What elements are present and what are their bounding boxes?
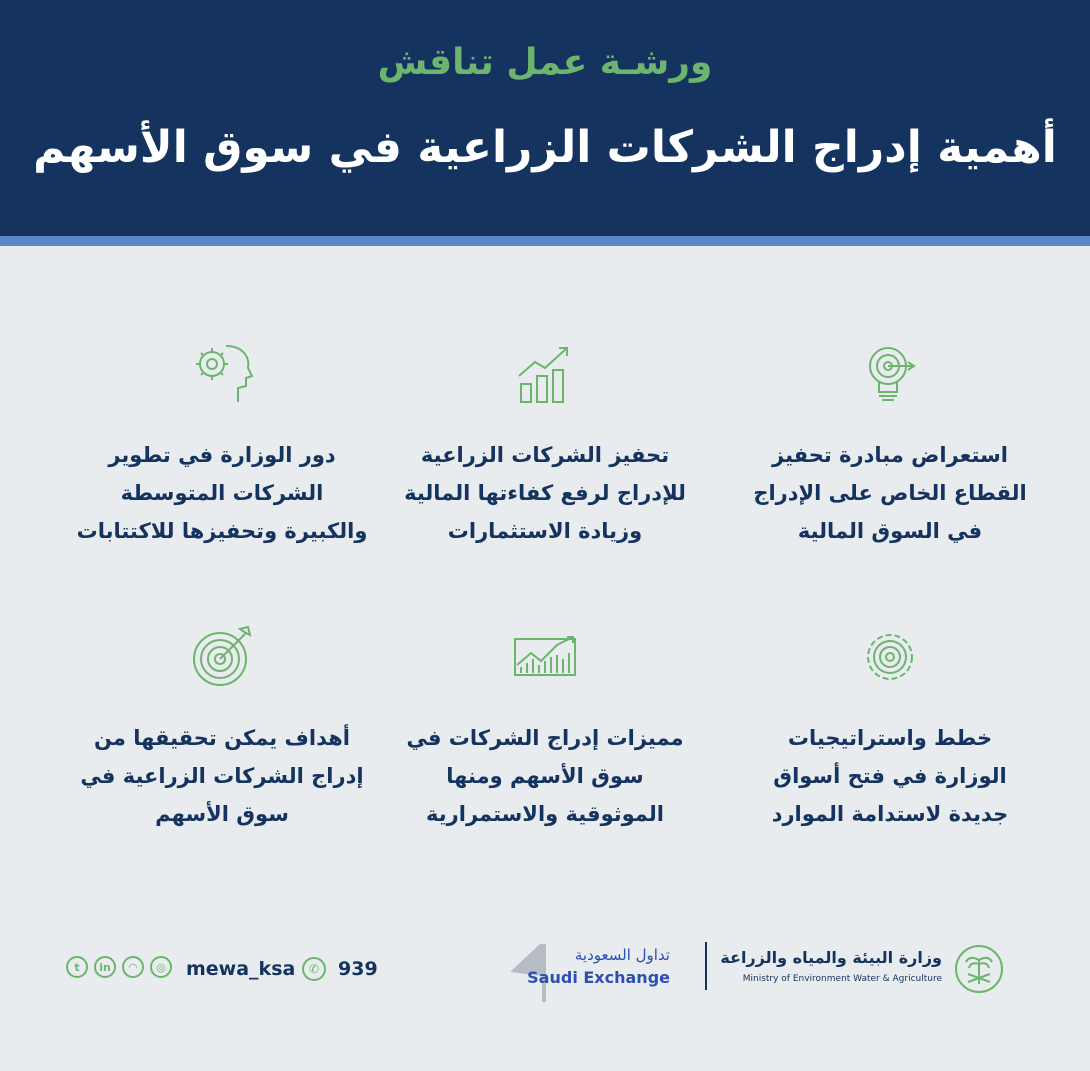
card-text: أهداف يمكن تحقيقها من إدراج الشركات الزراعية في سوق الأسهم	[80, 726, 364, 826]
card-text: مميزات إدراج الشركات في سوق الأسهم ومنها الموثوقية والاستمرارية	[406, 726, 684, 826]
card-text: دور الوزارة في تطوير الشركات المتوسطة والكبيرة وتحفيزها للاكتتابات	[76, 443, 368, 543]
ministry-name-ar: وزارة البيئة والمياه والزراعة	[720, 948, 942, 967]
card-initiative	[730, 342, 1050, 550]
card-goals	[62, 625, 382, 833]
market-chart-icon	[513, 625, 577, 689]
card-text: استعراض مبادرة تحفيز القطاع الخاص على الإدراج في السوق المالية	[753, 443, 1027, 543]
linkedin-icon[interactable]: in	[94, 956, 116, 978]
phone-icon: ✆	[302, 957, 326, 981]
gear-icon	[858, 625, 922, 689]
subtitle: ورشـة عمل تناقش	[377, 42, 713, 83]
card-text: تحفيز الشركات الزراعية للإدراج لرفع كفاءتها المالية وزيادة الاستثمارات	[404, 443, 686, 543]
saudi-exchange-logo	[506, 942, 686, 1004]
card-ministry-role	[62, 342, 382, 550]
target-arrow-icon	[190, 625, 254, 689]
growth-chart-icon	[513, 342, 577, 406]
logo-divider	[705, 942, 707, 990]
social-handle[interactable]: mewa_ksa	[186, 958, 296, 980]
footer	[0, 930, 1090, 1010]
header-banner	[0, 0, 1090, 236]
card-features	[385, 625, 705, 833]
header-stripe	[0, 236, 1090, 246]
snapchat-icon[interactable]: ◠	[122, 956, 144, 978]
social-links	[66, 956, 172, 978]
gear-head-icon	[190, 342, 254, 406]
target-bulb-icon	[858, 342, 922, 406]
phone-number[interactable]: 939	[338, 958, 378, 980]
card-text: خطط واستراتيجيات الوزارة في فتح أسواق جديدة لاستدامة الموارد	[771, 726, 1009, 826]
twitter-icon[interactable]: t	[66, 956, 88, 978]
exchange-name-ar: تداول السعودية	[574, 946, 670, 964]
card-motivate	[385, 342, 705, 550]
instagram-icon[interactable]: ◎	[150, 956, 172, 978]
ministry-emblem-icon	[954, 944, 1004, 994]
ministry-name-en: Ministry of Environment Water & Agriculture	[742, 974, 942, 984]
page-title: أهمية إدراج الشركات الزراعية في سوق الأسهم	[33, 122, 1057, 173]
exchange-name-en: Saudi Exchange	[527, 968, 670, 987]
card-strategies	[730, 625, 1050, 833]
